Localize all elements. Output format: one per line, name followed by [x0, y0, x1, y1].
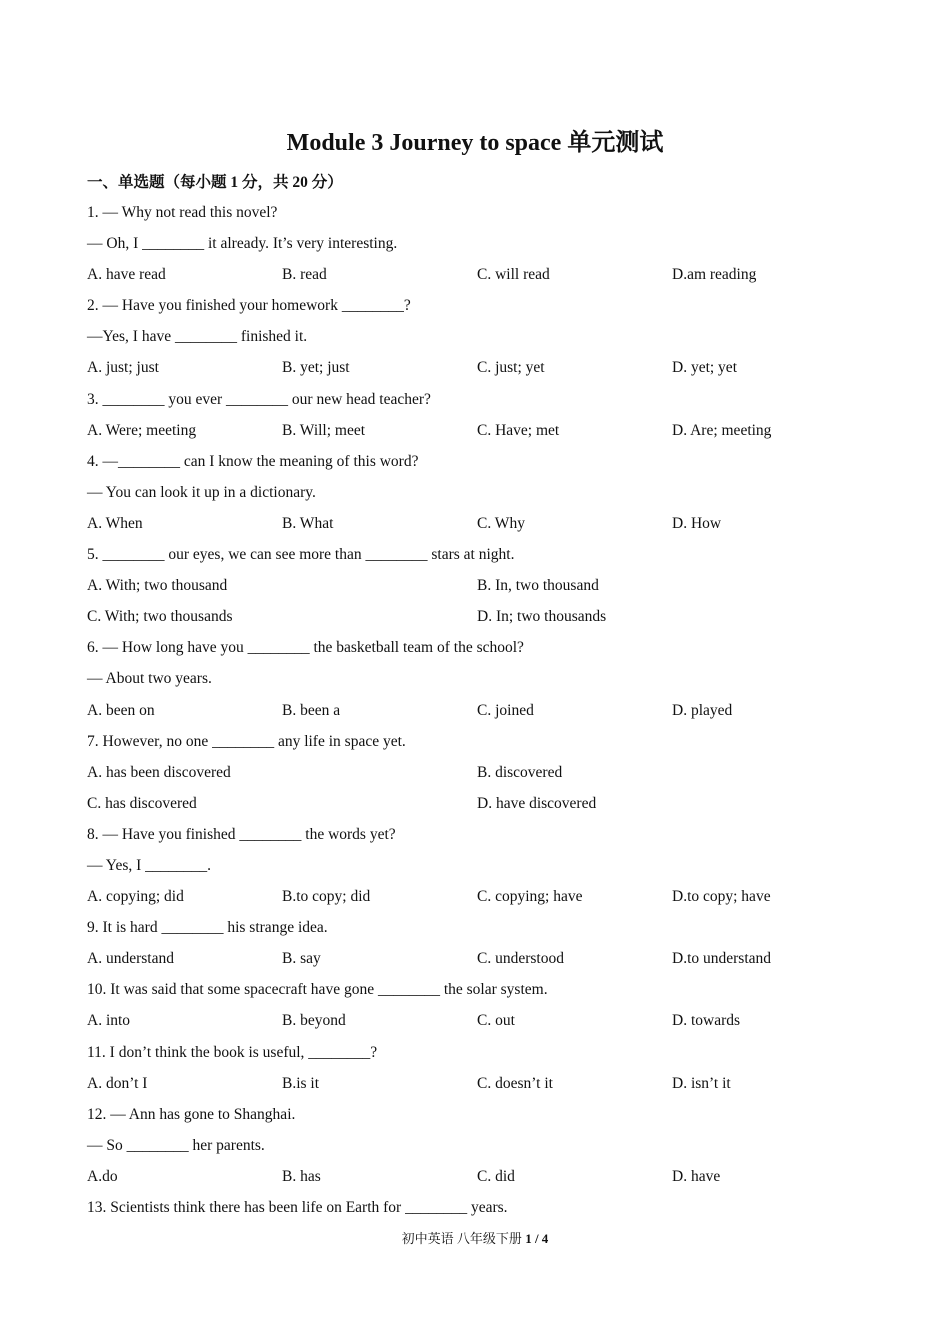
question-stem: 4. —________ can I know the meaning of this word? — [87, 452, 419, 470]
page-title: Module 3 Journey to space 单元测试 — [286, 130, 664, 156]
page-number: 1 / 4 — [525, 1231, 549, 1246]
option-c: C. did — [477, 1167, 515, 1185]
question-stem: 8. — Have you finished ________ the words yet? — [87, 825, 396, 843]
option-row — [87, 1005, 867, 1036]
question — [87, 1037, 867, 1099]
option-c: C. just; yet — [477, 359, 545, 377]
option-a: A. Were; meeting — [87, 421, 197, 439]
question-stem: 6. — How long have you ________ the basketball team of the school? — [87, 639, 524, 657]
option-d: D. isn’t it — [672, 1074, 731, 1092]
option-c: C. With; two thousands — [87, 608, 233, 626]
option-d: D. towards — [672, 1012, 741, 1030]
option-b: B. read — [282, 266, 327, 284]
option-c: C. Why — [477, 514, 525, 532]
option-row — [87, 757, 867, 788]
question-stem: 2. — Have you finished your homework ________? — [87, 297, 411, 315]
question-stem: 3. ________ you ever ________ our new head teacher? — [87, 390, 431, 408]
option-a: A. With; two thousand — [87, 577, 228, 595]
question-stem: 12. — Ann has gone to Shanghai. — [87, 1105, 296, 1123]
question — [87, 632, 867, 725]
option-d: D. have discovered — [477, 794, 597, 812]
option-a: A. don’t I — [87, 1074, 148, 1092]
page-footer — [0, 1228, 950, 1247]
option-c: C. out — [477, 1012, 515, 1030]
option-d: D. yet; yet — [672, 359, 737, 377]
option-a: A. into — [87, 1012, 131, 1030]
option-a: A. understand — [87, 950, 174, 968]
question — [87, 974, 867, 1036]
option-d: D. have — [672, 1167, 721, 1185]
question — [87, 1192, 867, 1223]
option-d: D.am reading — [672, 266, 757, 284]
option-c: C. Have; met — [477, 421, 560, 439]
option-a: A. just; just — [87, 359, 159, 377]
option-c: C. copying; have — [477, 888, 583, 906]
option-b: B.to copy; did — [282, 888, 371, 906]
option-b: B. has — [282, 1167, 321, 1185]
section-heading: 一、单选题（每小题 1 分，共 20 分） — [87, 174, 343, 191]
question-stem: 9. It is hard ________ his strange idea. — [87, 919, 328, 937]
question-stem: 13. Scientists think there has been life on Earth for ________ years. — [87, 1199, 508, 1216]
question — [87, 1099, 867, 1192]
option-row — [87, 943, 867, 974]
question — [87, 384, 867, 446]
option-d: D. How — [672, 514, 722, 532]
option-row — [87, 570, 867, 601]
option-b: B. In, two thousand — [477, 577, 599, 595]
option-b: B. beyond — [282, 1012, 346, 1030]
option-d: D.to understand — [672, 950, 772, 968]
option-row — [87, 1068, 867, 1099]
option-d: D.to copy; have — [672, 888, 771, 906]
option-c: C. has discovered — [87, 794, 197, 812]
option-a: A. When — [87, 514, 143, 532]
option-row — [87, 508, 867, 539]
option-a: A.do — [87, 1167, 118, 1185]
option-c: C. understood — [477, 950, 564, 968]
option-row — [87, 259, 867, 290]
option-row — [87, 788, 867, 819]
question — [87, 539, 867, 632]
question-line: —Yes, I have ________ finished it. — [87, 328, 308, 346]
question-line: — Oh, I ________ it already. It’s very interesting. — [87, 235, 398, 253]
option-a: A. been on — [87, 701, 155, 719]
question-stem: 7. However, no one ________ any life in space yet. — [87, 732, 406, 750]
question-line: — Yes, I ________. — [87, 856, 212, 874]
question — [87, 290, 867, 383]
question-line: — You can look it up in a dictionary. — [87, 483, 316, 501]
option-row — [87, 352, 867, 383]
question-line: — So ________ her parents. — [87, 1136, 265, 1154]
option-row — [87, 601, 867, 632]
option-c: C. doesn’t it — [477, 1074, 553, 1092]
option-d: D. played — [672, 701, 733, 719]
option-b: B. been a — [282, 701, 341, 719]
option-b: B.is it — [282, 1074, 320, 1092]
option-b: B. yet; just — [282, 359, 350, 377]
question — [87, 446, 867, 539]
question-stem: 1. — Why not read this novel? — [87, 204, 278, 221]
question — [87, 197, 867, 290]
question-stem: 5. ________ our eyes, we can see more than ________ stars at night. — [87, 546, 515, 564]
option-a: A. have read — [87, 266, 166, 284]
option-a: A. copying; did — [87, 888, 184, 906]
option-b: B. discovered — [477, 763, 563, 781]
question — [87, 726, 867, 819]
option-b: B. say — [282, 950, 321, 968]
option-b: B. What — [282, 514, 334, 532]
footer-text: 初中英语 八年级下册 — [401, 1231, 526, 1246]
option-d: D. In; two thousands — [477, 608, 607, 626]
question — [87, 819, 867, 912]
question — [87, 912, 867, 974]
option-row — [87, 1161, 867, 1192]
question-list — [87, 197, 867, 1223]
option-d: D. Are; meeting — [672, 421, 772, 439]
option-c: C. will read — [477, 266, 550, 284]
question-line: — About two years. — [87, 670, 212, 688]
question-stem: 10. It was said that some spacecraft have gone ________ the solar system. — [87, 981, 548, 999]
option-row — [87, 695, 867, 726]
option-row — [87, 881, 867, 912]
option-c: C. joined — [477, 701, 534, 719]
option-b: B. Will; meet — [282, 421, 366, 439]
question-stem: 11. I don’t think the book is useful, ________? — [87, 1043, 378, 1061]
option-row — [87, 415, 867, 446]
option-a: A. has been discovered — [87, 763, 231, 781]
